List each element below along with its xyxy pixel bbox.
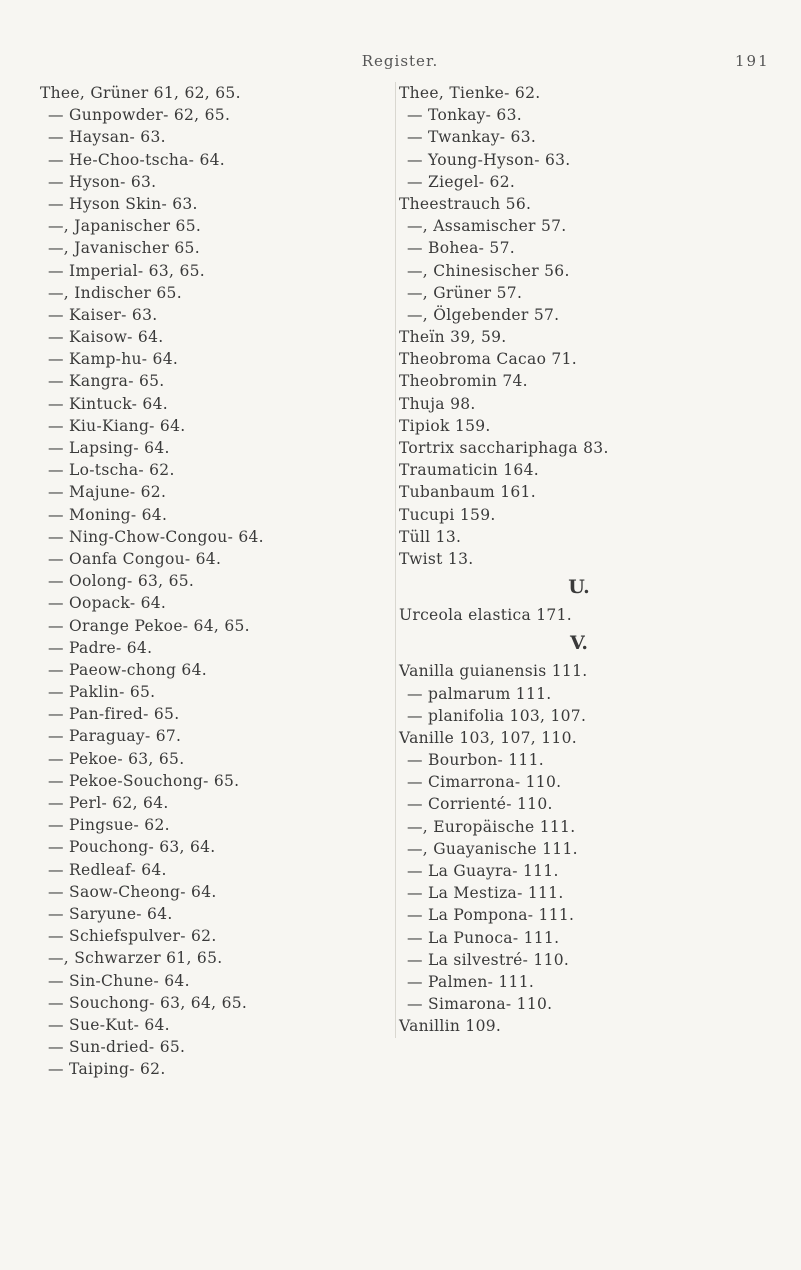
index-entry: Traumaticin 164. [399, 461, 539, 480]
index-entry: — Paraguay- 67. [48, 727, 182, 746]
index-entry: — La Pompona- 111. [407, 906, 575, 925]
index-entry: — Sue-Kut- 64. [48, 1015, 170, 1034]
index-entry: Tubanbaum 161. [399, 483, 536, 502]
index-entry: Vanilla guianensis 111. [399, 662, 588, 681]
page-header-title: Register. [361, 52, 439, 70]
index-entry: — He-Choo-tscha- 64. [48, 150, 225, 169]
section-letter: V. [569, 632, 589, 655]
index-entry: —, Japanischer 65. [48, 217, 202, 236]
index-entry: — Ning-Chow-Congou- 64. [48, 527, 264, 546]
index-entry: — La Punoca- 111. [407, 928, 560, 947]
index-entry: —, Schwarzer 61, 65. [48, 949, 223, 968]
index-entry: — Simarona- 110. [407, 995, 553, 1014]
index-entry: — La silvestré- 110. [407, 950, 570, 969]
index-entry: — Sun-dried- 65. [48, 1038, 186, 1057]
index-entry: — Pingsue- 62. [48, 816, 170, 835]
index-entry: — Bohea- 57. [407, 239, 515, 258]
index-entry: — Palmen- 111. [407, 972, 535, 991]
index-entry: — Paklin- 65. [48, 683, 156, 702]
index-entry: — Oanfa Congou- 64. [48, 549, 222, 568]
index-entry: — Lapsing- 64. [48, 439, 170, 457]
index-entry: — Pan-fired- 65. [48, 705, 180, 724]
index-entry: — La Mestiza- 111. [407, 884, 564, 903]
index-entry: — Padre- 64. [48, 638, 153, 657]
index-entry: Tucupi 159. [399, 505, 496, 524]
index-entry: — Moning- 64. [48, 505, 168, 524]
index-entry: — Kaisow- 64. [48, 328, 164, 347]
index-entry: Theobromin 74. [399, 372, 528, 391]
index-entry: — Imperial- 63, 65. [48, 261, 205, 280]
index-entry: — Redleaf- 64. [48, 860, 167, 879]
index-entry: — Oopack- 64. [48, 594, 167, 613]
index-entry: — Saow-Cheong- 64. [48, 882, 217, 901]
index-entry: — Saryune- 64. [48, 904, 173, 923]
index-entry: — Schiefspulver- 62. [48, 927, 217, 946]
index-entry: Thuja 98. [399, 394, 476, 413]
index-entry: Tortrix sacchariphaga 83. [399, 439, 609, 457]
index-entry: — Tonkay- 63. [407, 106, 522, 125]
index-entry: — Pekoe- 63, 65. [48, 749, 185, 768]
index-entry: — planifolia 103, 107. [407, 706, 587, 725]
index-entry: — Oolong- 63, 65. [48, 572, 195, 591]
index-entry: — Paeow-chong 64. [48, 660, 207, 679]
index-entry: — La Guayra- 111. [407, 862, 559, 880]
index-entry: —, Europäische 111. [407, 817, 576, 836]
index-entry: Vanille 103, 107, 110. [399, 728, 577, 747]
index-entry: — Cimarrona- 110. [407, 773, 562, 792]
index-entry: — Kangra- 65. [48, 372, 165, 391]
index-entry: — Perl- 62, 64. [48, 794, 169, 812]
index-entry: —, Chinesischer 56. [407, 261, 570, 280]
index-entry: — Pekoe-Souchong- 65. [48, 771, 240, 790]
index-entry: — Haysan- 63. [48, 128, 166, 147]
index-entry: Thee, Tienke- 62. [399, 84, 541, 102]
index-entry: — palmarum 111. [407, 684, 552, 703]
index-entry: Theïn 39, 59. [399, 328, 507, 347]
index-entry: — Young-Hyson- 63. [407, 150, 571, 169]
index-entry: — Hyson Skin- 63. [48, 194, 198, 213]
index-entry: — Bourbon- 111. [407, 751, 544, 770]
section-letter: U. [568, 576, 590, 599]
index-entry: Theobroma Cacao 71. [399, 350, 577, 369]
index-entry: — Souchong- 63, 64, 65. [48, 993, 248, 1012]
index-entry: —, Assamischer 57. [407, 217, 567, 236]
index-entry: — Gunpowder- 62, 65. [48, 106, 231, 125]
index-entry: — Hyson- 63. [48, 172, 157, 191]
page-number: 191 [735, 52, 770, 70]
index-entry: Tipiok 159. [399, 416, 491, 435]
index-entry: — Twankay- 63. [407, 128, 537, 147]
index-entry: —, Guayanische 111. [407, 839, 578, 858]
index-column-right [395, 82, 779, 1038]
index-entry: — Majune- 62. [48, 483, 167, 502]
index-entry: —, Javanischer 65. [48, 239, 200, 258]
index-entry: — Kiu-Kiang- 64. [48, 416, 186, 435]
index-entry: — Sin-Chune- 64. [48, 971, 190, 990]
index-entry: — Lo-tscha- 62. [48, 461, 175, 480]
index-entry: Tüll 13. [399, 527, 462, 546]
index-column-left [40, 82, 370, 1080]
index-entry: —, Grüner 57. [407, 283, 523, 302]
index-entry: Urceola elastica 171. [399, 606, 572, 625]
index-entry: Vanillin 109. [399, 1017, 502, 1036]
index-entry: —, Ölgebender 57. [407, 305, 560, 324]
index-entry: Theestrauch 56. [399, 194, 532, 213]
index-entry: Thee, Grüner 61, 62, 65. [40, 84, 241, 102]
index-entry: — Pouchong- 63, 64. [48, 838, 216, 857]
index-entry: — Kintuck- 64. [48, 394, 168, 413]
index-entry: — Ziegel- 62. [407, 172, 516, 191]
index-entry: — Orange Pekoe- 64, 65. [48, 616, 250, 635]
index-entry: — Kaiser- 63. [48, 305, 158, 324]
index-entry: Twist 13. [399, 549, 474, 568]
index-entry: —, Indischer 65. [48, 283, 182, 302]
index-entry: — Kamp-hu- 64. [48, 350, 179, 369]
index-entry: — Corrienté- 110. [407, 795, 553, 814]
index-entry: — Taiping- 62. [48, 1060, 166, 1079]
